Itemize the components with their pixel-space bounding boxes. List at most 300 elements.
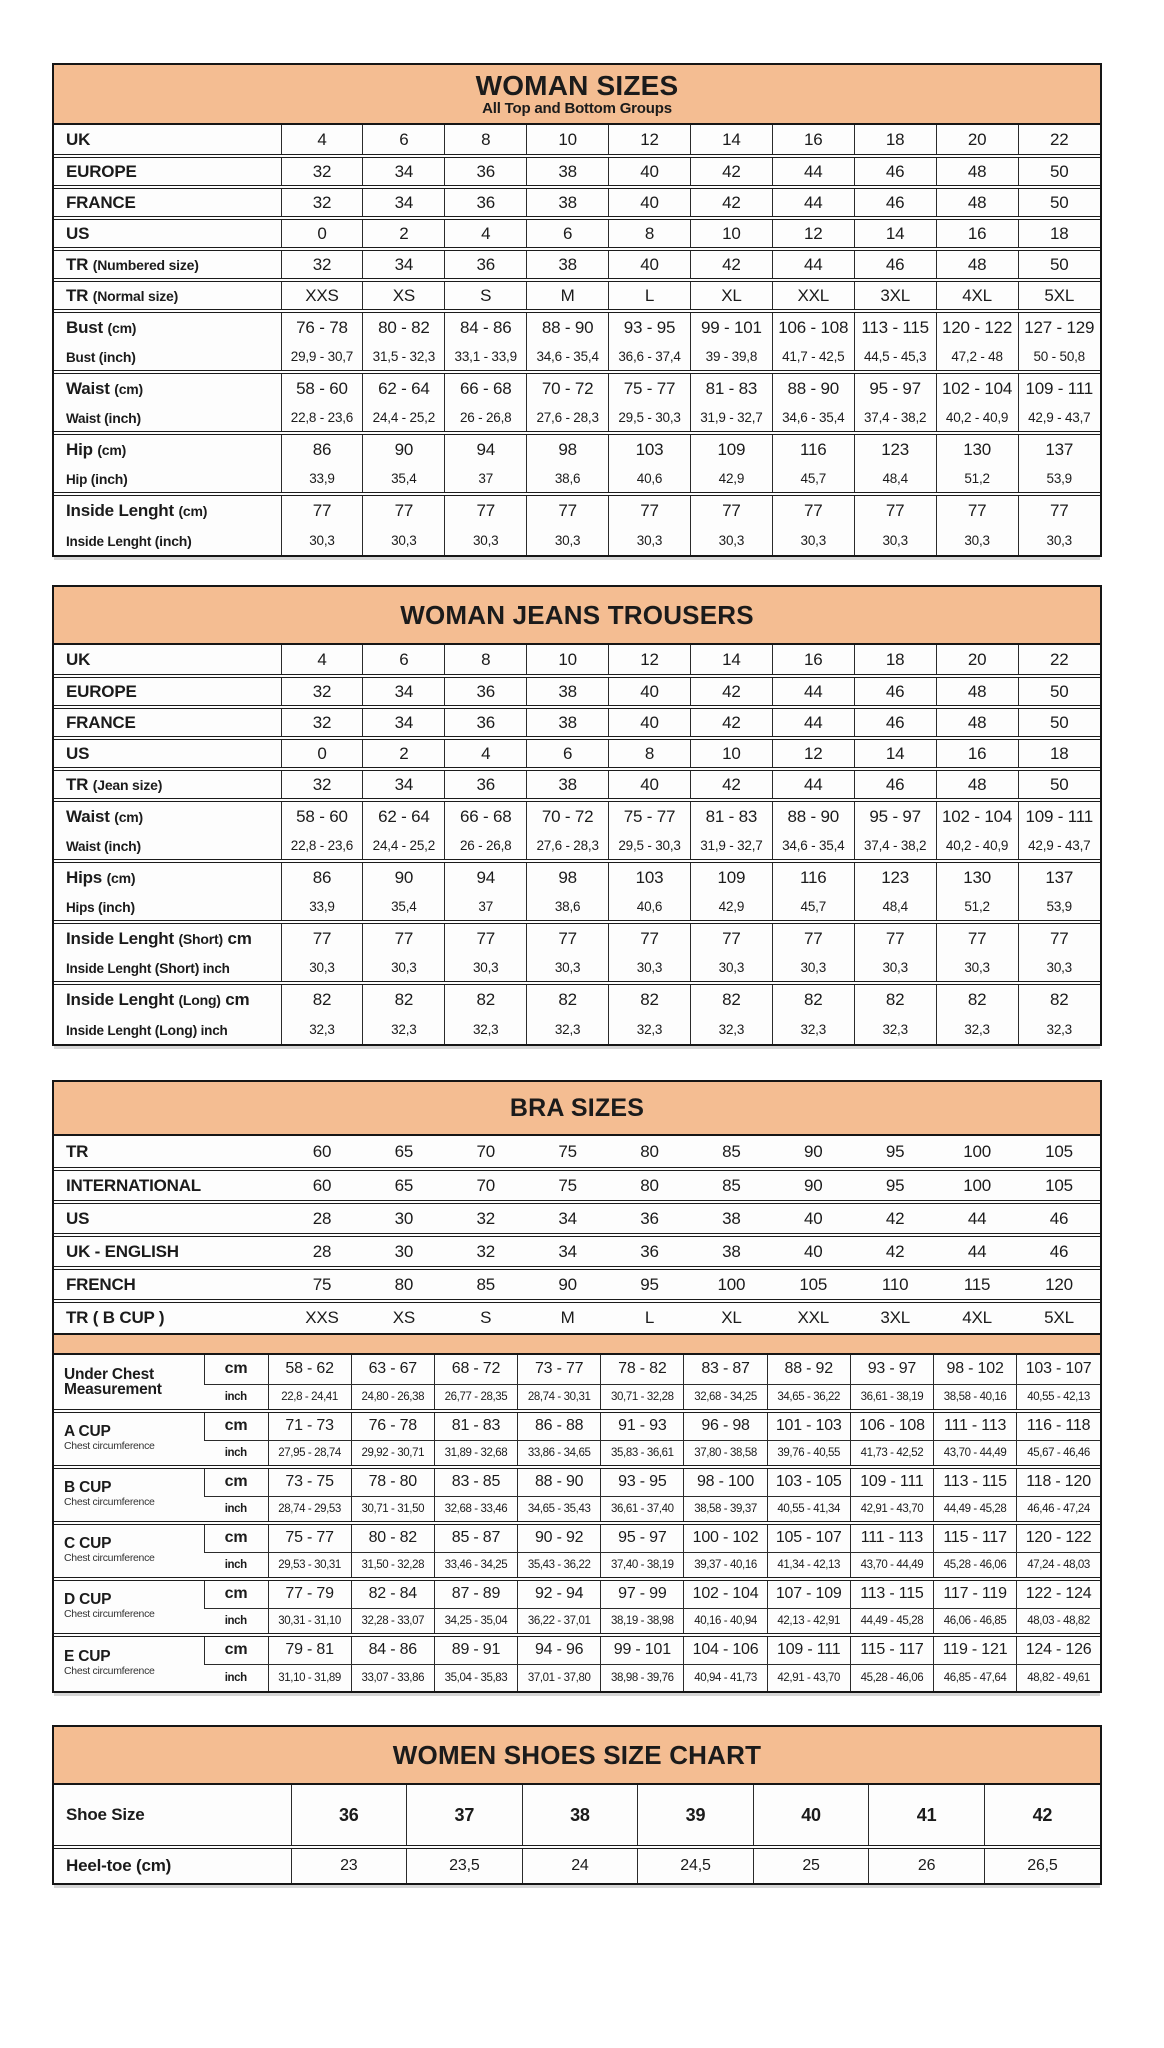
row-label: EUROPE: [54, 676, 281, 707]
size-cell: 100: [963, 1141, 991, 1161]
shoes-table: [52, 1725, 1102, 1885]
size-cell: 40,16 - 40,94: [684, 1608, 767, 1635]
size-cell: 62 - 64: [363, 372, 445, 404]
size-cell: 83 - 87: [684, 1355, 767, 1384]
size-cell: 109: [690, 861, 772, 893]
bra-sizes-title: BRA SIZES: [509, 1094, 645, 1122]
size-cell: 40,6: [609, 465, 691, 494]
size-cell: 70 - 72: [527, 372, 609, 404]
size-cell: 98: [527, 861, 609, 893]
size-cell: 32: [445, 1235, 527, 1268]
size-cell: 32,3: [854, 1015, 936, 1044]
row-label: Bust (cm): [54, 311, 281, 343]
size-cell: 32,28 - 33,07: [351, 1608, 434, 1635]
size-cell: 115 - 117: [934, 1523, 1017, 1552]
size-cell: 6: [363, 125, 445, 156]
table-row: [54, 280, 1100, 311]
size-cell: 34: [363, 249, 445, 280]
size-cell: 20: [936, 125, 1018, 156]
table-row: [54, 832, 1100, 861]
size-cell: 48: [936, 187, 1018, 218]
size-cell: 38,6: [527, 893, 609, 922]
cup-row-cm: [54, 1635, 1100, 1664]
size-cell: 30,71 - 32,28: [601, 1384, 684, 1411]
size-cell: 3XL: [854, 1301, 936, 1334]
size-cell: 32: [281, 156, 363, 187]
size-cell: 30,3: [527, 526, 609, 555]
unit-label-cm: cm: [204, 1411, 268, 1440]
size-cell: 120 - 122: [1017, 1523, 1100, 1552]
size-cell: 48: [936, 769, 1018, 800]
size-cell: 71 - 73: [268, 1411, 351, 1440]
size-cell: 18: [1018, 738, 1100, 769]
row-label: Hips (inch): [66, 898, 135, 915]
size-cell: 32,68 - 34,25: [684, 1384, 767, 1411]
size-cell: 40,6: [609, 893, 691, 922]
size-cell: 31,10 - 31,89: [268, 1664, 351, 1691]
size-cell: 36: [445, 707, 527, 738]
size-cell: 101 - 103: [767, 1411, 850, 1440]
size-cell: 36,61 - 37,40: [601, 1496, 684, 1523]
size-cell: 30,3: [936, 954, 1018, 983]
size-cell: 32,3: [690, 1015, 772, 1044]
size-cell: 31,5 - 32,3: [363, 343, 445, 372]
woman-sizes-header: [54, 65, 1100, 125]
size-cell: 93 - 95: [609, 311, 691, 343]
table-row: [54, 125, 1100, 156]
size-cell: 4: [445, 218, 527, 249]
size-cell: 30,3: [363, 954, 445, 983]
table-row: [54, 156, 1100, 187]
size-cell: 32: [281, 249, 363, 280]
row-label: Waist (inch): [66, 409, 141, 426]
table-row: [54, 983, 1100, 1015]
row-label: TR (Numbered size): [54, 249, 281, 280]
size-cell: 36: [609, 1202, 691, 1235]
size-cell: 2: [363, 218, 445, 249]
size-cell: XL: [690, 280, 772, 311]
size-cell: 38,19 - 38,98: [601, 1608, 684, 1635]
size-cell: 45,7: [772, 465, 854, 494]
size-cell: 26 - 26,8: [445, 404, 527, 433]
size-cell: 5XL: [1018, 1301, 1100, 1334]
size-cell: 90: [363, 861, 445, 893]
size-cell: 48,03 - 48,82: [1017, 1608, 1100, 1635]
size-cell: XXS: [281, 1301, 363, 1334]
size-cell: 35,83 - 36,61: [601, 1440, 684, 1467]
cup-row-cm: [54, 1523, 1100, 1552]
size-cell: 45,67 - 46,46: [1017, 1440, 1100, 1467]
divider-strip-cell: [54, 1334, 1100, 1354]
size-cell: 77: [936, 494, 1018, 526]
size-cell: 84 - 86: [445, 311, 527, 343]
size-cell: 39: [638, 1785, 754, 1847]
size-cell: 35,43 - 36,22: [518, 1552, 601, 1579]
size-cell: 44,49 - 45,28: [934, 1496, 1017, 1523]
size-cell: 42: [984, 1785, 1100, 1847]
cup-row-inch: [54, 1496, 1100, 1523]
size-cell: 46: [854, 187, 936, 218]
table-row: [54, 800, 1100, 832]
size-cell: 85: [722, 1141, 741, 1161]
size-cell: 82: [281, 983, 363, 1015]
shoes-header: [54, 1727, 1100, 1785]
cup-row-inch: [54, 1552, 1100, 1579]
size-cell: 30,3: [281, 526, 363, 555]
row-label: UK: [66, 129, 91, 149]
size-cell: 98 - 102: [934, 1355, 1017, 1384]
size-cell: 10: [527, 645, 609, 676]
row-label: Hip (cm): [54, 433, 281, 465]
size-cell: 42,91 - 43,70: [767, 1664, 850, 1691]
size-cell: 30,3: [609, 526, 691, 555]
size-cell: 75: [558, 1141, 577, 1161]
size-cell: 42: [690, 187, 772, 218]
size-cell: 40,2 - 40,9: [936, 404, 1018, 433]
bra-cup-grid: [54, 1355, 1100, 1691]
size-cell: 77: [445, 922, 527, 954]
size-cell: S: [445, 1301, 527, 1334]
table-row: [54, 343, 1100, 372]
size-cell: 36,61 - 38,19: [850, 1384, 933, 1411]
cup-sublabel: Chest circumference: [64, 1608, 155, 1620]
size-cell: 24,4 - 25,2: [363, 404, 445, 433]
cup-name: B CUP: [64, 1479, 112, 1496]
size-cell: 98: [527, 433, 609, 465]
row-label: Heel-toe (cm): [54, 1847, 291, 1883]
row-label: FRENCH: [54, 1268, 281, 1301]
size-cell: 123: [854, 861, 936, 893]
size-cell: 76 - 78: [281, 311, 363, 343]
size-cell: 70 - 72: [527, 800, 609, 832]
size-cell: 26 - 26,8: [445, 832, 527, 861]
size-cell: 80: [609, 1169, 691, 1202]
size-cell: 22: [1018, 125, 1100, 156]
size-cell: 90: [527, 1268, 609, 1301]
size-cell: 103: [609, 861, 691, 893]
size-cell: 29,9 - 30,7: [281, 343, 363, 372]
size-cell: 109 - 111: [1018, 800, 1100, 832]
size-cell: 22,8 - 23,6: [281, 832, 363, 861]
size-cell: 87 - 89: [434, 1579, 517, 1608]
size-cell: 60: [312, 1141, 332, 1161]
size-cell: 10: [690, 218, 772, 249]
cup-name: A CUP: [64, 1423, 111, 1440]
size-cell: 73 - 77: [518, 1355, 601, 1384]
size-cell: 8: [609, 218, 691, 249]
cup-row-inch: [54, 1440, 1100, 1467]
row-label: TR (Normal size): [54, 280, 281, 311]
size-cell: 111 - 113: [850, 1523, 933, 1552]
table-row: [54, 1268, 1100, 1301]
size-cell: 39,37 - 40,16: [684, 1552, 767, 1579]
size-cell: 94: [445, 861, 527, 893]
size-cell: 26,77 - 28,35: [434, 1384, 517, 1411]
size-cell: 94: [445, 433, 527, 465]
size-cell: 38: [527, 156, 609, 187]
size-cell: 30,3: [854, 954, 936, 983]
size-cell: 36: [445, 156, 527, 187]
size-cell: 16: [936, 218, 1018, 249]
size-cell: 32: [281, 187, 363, 218]
size-cell: 14: [690, 125, 772, 156]
size-cell: 27,6 - 28,3: [527, 404, 609, 433]
size-cell: 40,2 - 40,9: [936, 832, 1018, 861]
size-cell: 28: [281, 1202, 363, 1235]
size-cell: 89 - 91: [434, 1635, 517, 1664]
unit-label-inch: inch: [204, 1552, 268, 1579]
woman-jeans-title: WOMAN JEANS TROUSERS: [400, 600, 754, 630]
size-cell: 82: [690, 983, 772, 1015]
size-cell: 113 - 115: [854, 311, 936, 343]
size-cell: 80 - 82: [351, 1523, 434, 1552]
cup-label: [54, 1355, 204, 1411]
woman-sizes-table: [52, 63, 1102, 557]
size-cell: 58 - 60: [281, 372, 363, 404]
row-label: UK - ENGLISH: [54, 1235, 281, 1268]
woman-sizes-grid: [54, 125, 1100, 555]
row-label: Inside Lenght (Short) cm: [54, 922, 281, 954]
size-cell: 110: [854, 1268, 936, 1301]
cup-row-cm: [54, 1579, 1100, 1608]
size-cell: 98 - 100: [684, 1467, 767, 1496]
table-row: [54, 311, 1100, 343]
size-cell: 44: [772, 156, 854, 187]
shoes-title: WOMEN SHOES SIZE CHART: [392, 1740, 762, 1770]
size-cell: 48: [936, 707, 1018, 738]
size-cell: 94 - 96: [518, 1635, 601, 1664]
size-cell: 40: [609, 707, 691, 738]
size-cell: 44: [772, 769, 854, 800]
size-cell: 44: [772, 249, 854, 280]
size-cell: 103 - 107: [1017, 1355, 1100, 1384]
size-cell: 90 - 92: [518, 1523, 601, 1552]
size-cell: 120: [1018, 1268, 1100, 1301]
size-cell: 31,9 - 32,7: [690, 404, 772, 433]
size-cell: 35,04 - 35,83: [434, 1664, 517, 1691]
unit-label-cm: cm: [204, 1523, 268, 1552]
size-cell: 127 - 129: [1018, 311, 1100, 343]
size-cell: 88 - 90: [772, 372, 854, 404]
size-cell: 78 - 82: [601, 1355, 684, 1384]
size-cell: 40: [609, 676, 691, 707]
table-row: [54, 1235, 1100, 1268]
size-cell: 36: [445, 249, 527, 280]
size-cell: 77: [609, 494, 691, 526]
size-cell: 42,91 - 43,70: [850, 1496, 933, 1523]
woman-jeans-grid: [54, 645, 1100, 1044]
size-cell: 42: [854, 1202, 936, 1235]
size-cell: 40: [609, 249, 691, 280]
size-cell: 40,55 - 41,34: [767, 1496, 850, 1523]
woman-jeans-table: [52, 585, 1102, 1046]
unit-label-inch: inch: [204, 1496, 268, 1523]
size-cell: 42: [690, 707, 772, 738]
table-row: [54, 893, 1100, 922]
size-cell: 41,7 - 42,5: [772, 343, 854, 372]
table-row: [54, 954, 1100, 983]
size-cell: 36: [609, 1235, 691, 1268]
size-cell: 65: [363, 1169, 445, 1202]
size-cell: 42: [690, 676, 772, 707]
size-cell: 10: [527, 125, 609, 156]
table-row: [54, 1301, 1100, 1334]
size-cell: 33,46 - 34,25: [434, 1552, 517, 1579]
size-cell: 82: [527, 983, 609, 1015]
size-cell: L: [609, 280, 691, 311]
size-cell: 39,76 - 40,55: [767, 1440, 850, 1467]
size-cell: 4XL: [936, 280, 1018, 311]
size-cell: 48: [936, 249, 1018, 280]
size-cell: 86: [281, 433, 363, 465]
unit-label-inch: inch: [204, 1440, 268, 1467]
bra-sizes-table: [52, 1080, 1102, 1693]
size-cell: 130: [936, 433, 1018, 465]
size-cell: 109: [690, 433, 772, 465]
cup-name: Under Chest Measurement: [64, 1366, 162, 1398]
size-cell: 137: [1018, 433, 1100, 465]
size-cell: 46: [854, 769, 936, 800]
size-cell: 30,3: [363, 526, 445, 555]
cup-name: E CUP: [64, 1648, 111, 1665]
size-cell: 40: [609, 187, 691, 218]
size-cell: 34: [363, 187, 445, 218]
size-cell: 47,24 - 48,03: [1017, 1552, 1100, 1579]
size-cell: 29,5 - 30,3: [609, 832, 691, 861]
size-cell: 137: [1018, 861, 1100, 893]
size-cell: 65: [394, 1141, 414, 1161]
size-cell: 88 - 90: [527, 311, 609, 343]
size-cell: 34: [527, 1235, 609, 1268]
size-cell: 51,2: [936, 893, 1018, 922]
size-cell: XL: [690, 1301, 772, 1334]
row-label: TR: [66, 1141, 89, 1161]
size-cell: 30,3: [772, 526, 854, 555]
size-cell: 106 - 108: [850, 1411, 933, 1440]
size-cell: 53,9: [1018, 893, 1100, 922]
size-cell: 119 - 121: [934, 1635, 1017, 1664]
size-cell: 70: [476, 1141, 495, 1161]
size-cell: 30,3: [609, 954, 691, 983]
size-cell: 90: [804, 1141, 823, 1161]
size-cell: 78 - 80: [351, 1467, 434, 1496]
table-row: [54, 218, 1100, 249]
size-cell: 88 - 90: [518, 1467, 601, 1496]
size-cell: 34: [363, 707, 445, 738]
size-cell: 14: [854, 738, 936, 769]
size-cell: 130: [936, 861, 1018, 893]
unit-label-cm: cm: [204, 1635, 268, 1664]
size-cell: 93 - 97: [850, 1355, 933, 1384]
size-cell: 37: [407, 1785, 523, 1847]
size-cell: 77: [690, 922, 772, 954]
size-cell: 41: [869, 1785, 985, 1847]
size-cell: 77: [363, 922, 445, 954]
unit-label-inch: inch: [204, 1384, 268, 1411]
size-cell: 105: [772, 1268, 854, 1301]
size-cell: 12: [772, 738, 854, 769]
size-cell: 63 - 67: [351, 1355, 434, 1384]
size-cell: 37,01 - 37,80: [518, 1664, 601, 1691]
size-cell: 102 - 104: [936, 372, 1018, 404]
size-cell: 75 - 77: [268, 1523, 351, 1552]
size-cell: XS: [363, 1301, 445, 1334]
size-cell: 33,1 - 33,9: [445, 343, 527, 372]
size-cell: 34: [363, 769, 445, 800]
size-cell: 30,3: [527, 954, 609, 983]
size-cell: 8: [445, 645, 527, 676]
size-cell: 116: [772, 433, 854, 465]
size-cell: 10: [690, 738, 772, 769]
size-cell: 48,82 - 49,61: [1017, 1664, 1100, 1691]
size-cell: 81 - 83: [690, 372, 772, 404]
size-cell: 85: [445, 1268, 527, 1301]
size-cell: 33,9: [281, 893, 363, 922]
size-cell: 29,92 - 30,71: [351, 1440, 434, 1467]
size-cell: 80: [640, 1141, 659, 1161]
size-cell: 82: [936, 983, 1018, 1015]
cup-label: [54, 1579, 204, 1635]
size-cell: 93 - 95: [601, 1467, 684, 1496]
size-cell: 18: [1018, 218, 1100, 249]
size-cell: 109 - 111: [1018, 372, 1100, 404]
cup-name: D CUP: [64, 1591, 112, 1608]
size-cell: 34,6 - 35,4: [772, 832, 854, 861]
size-cell: 77: [772, 922, 854, 954]
size-cell: 34,6 - 35,4: [772, 404, 854, 433]
size-cell: 96 - 98: [684, 1411, 767, 1440]
size-cell: 30,3: [854, 526, 936, 555]
size-cell: 16: [936, 738, 1018, 769]
size-cell: 50: [1018, 187, 1100, 218]
size-cell: 32,3: [609, 1015, 691, 1044]
size-cell: 14: [690, 645, 772, 676]
size-cell: 91 - 93: [601, 1411, 684, 1440]
size-cell: 37,40 - 38,19: [601, 1552, 684, 1579]
size-cell: 99 - 101: [601, 1635, 684, 1664]
size-cell: 40: [609, 769, 691, 800]
size-cell: 30,3: [772, 954, 854, 983]
size-cell: 40: [772, 1202, 854, 1235]
size-cell: 104 - 106: [684, 1635, 767, 1664]
size-cell: 118 - 120: [1017, 1467, 1100, 1496]
size-cell: S: [445, 280, 527, 311]
size-cell: 85: [690, 1169, 772, 1202]
spacer: [52, 1046, 1164, 1080]
size-cell: 6: [527, 218, 609, 249]
size-cell: 53,9: [1018, 465, 1100, 494]
row-label: Shoe Size: [66, 1805, 145, 1824]
size-cell: 42,13 - 42,91: [767, 1608, 850, 1635]
size-cell: 32: [281, 707, 363, 738]
size-cell: 32,3: [363, 1015, 445, 1044]
size-cell: 5XL: [1018, 280, 1100, 311]
size-cell: 47,2 - 48: [936, 343, 1018, 372]
size-cell: 28,74 - 29,53: [268, 1496, 351, 1523]
size-cell: 4XL: [936, 1301, 1018, 1334]
size-cell: 22,8 - 24,41: [268, 1384, 351, 1411]
size-cell: 24,5: [638, 1847, 754, 1883]
size-cell: 24,80 - 26,38: [351, 1384, 434, 1411]
size-cell: 30,3: [281, 954, 363, 983]
row-label: Bust (inch): [66, 348, 136, 365]
row-label: Waist (cm): [54, 372, 281, 404]
size-cell: 38: [522, 1785, 638, 1847]
size-cell: 37: [445, 465, 527, 494]
size-cell: 46: [854, 249, 936, 280]
size-cell: 105: [1045, 1141, 1073, 1161]
size-cell: 31,89 - 32,68: [434, 1440, 517, 1467]
